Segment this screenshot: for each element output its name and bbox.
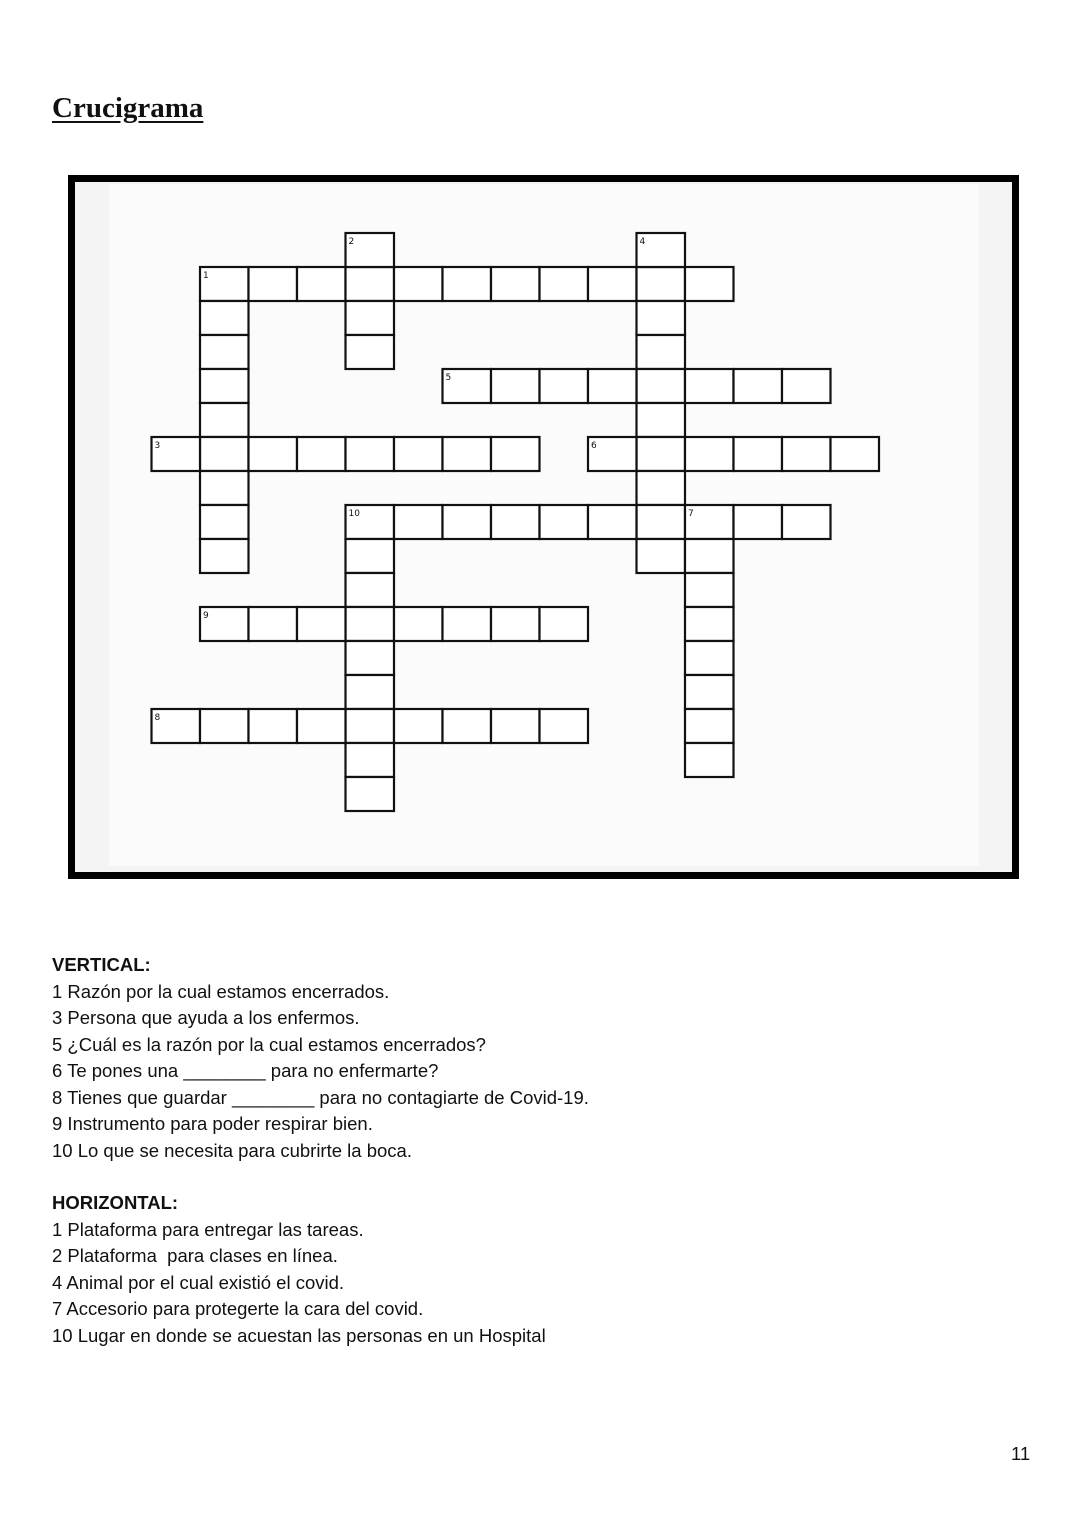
vertical-clue: 9 Instrumento para poder respirar bien. <box>52 1113 373 1134</box>
crossword-cell[interactable] <box>200 709 249 743</box>
crossword-cell[interactable] <box>588 267 637 301</box>
clue-number: 2 <box>348 237 355 247</box>
page-title: Crucigrama <box>52 92 204 124</box>
crossword-cell[interactable] <box>540 369 589 403</box>
crossword-cell[interactable] <box>346 777 395 811</box>
crossword-cell[interactable] <box>637 437 686 471</box>
crossword-cell[interactable] <box>346 641 395 675</box>
horizontal-clue: 1 Plataforma para entregar las tareas. <box>52 1218 364 1240</box>
crossword-cell[interactable] <box>491 709 540 743</box>
crossword-cell[interactable] <box>346 607 395 641</box>
crossword-cell[interactable] <box>200 403 249 437</box>
vertical-clue-list <box>52 979 952 1165</box>
crossword-cell[interactable] <box>540 709 589 743</box>
crossword-cell[interactable] <box>588 505 637 539</box>
crossword-cell[interactable] <box>346 437 395 471</box>
clue-number: 10 <box>348 509 360 519</box>
crossword-cell[interactable] <box>637 505 686 539</box>
crossword-frame <box>68 175 1019 879</box>
clue-number: 5 <box>445 373 452 383</box>
crossword-cell[interactable] <box>685 539 734 573</box>
crossword-cell[interactable] <box>394 267 443 301</box>
crossword-cell[interactable] <box>491 505 540 539</box>
crossword-cell[interactable] <box>685 641 734 675</box>
crossword-cell[interactable] <box>734 369 783 403</box>
crossword-cell[interactable] <box>588 369 637 403</box>
crossword-cell[interactable] <box>297 267 346 301</box>
crossword-cell[interactable] <box>297 709 346 743</box>
crossword-cell[interactable] <box>782 437 831 471</box>
crossword-cell[interactable] <box>394 437 443 471</box>
crossword-cell[interactable] <box>346 743 395 777</box>
crossword-cell[interactable] <box>200 437 249 471</box>
crossword-cell[interactable] <box>637 335 686 369</box>
clues-section <box>52 952 952 1349</box>
vertical-clue: 5 ¿Cuál es la razón por la cual estamos encerrados? <box>52 1033 486 1055</box>
crossword-cell[interactable] <box>685 675 734 709</box>
clue-number: 1 <box>203 271 209 281</box>
horizontal-clue-list <box>52 1217 952 1350</box>
crossword-cell[interactable] <box>346 573 395 607</box>
clue-number: 7 <box>688 509 694 519</box>
crossword-cell[interactable] <box>249 607 298 641</box>
crossword-cell[interactable] <box>637 369 686 403</box>
crossword-cell[interactable] <box>491 267 540 301</box>
horizontal-clue: 10 Lugar en donde se acuestan las personas en un Hospital <box>52 1324 546 1346</box>
crossword-grid[interactable] <box>109 184 979 866</box>
crossword-cell[interactable] <box>637 403 686 437</box>
crossword-cell[interactable] <box>685 607 734 641</box>
crossword-cell[interactable] <box>685 267 734 301</box>
crossword-cell[interactable] <box>394 709 443 743</box>
crossword-cell[interactable] <box>443 709 492 743</box>
crossword-cell[interactable] <box>443 267 492 301</box>
vertical-clue: 6 Te pones una ________ para no enfermarte? <box>52 1060 439 1081</box>
clue-number: 4 <box>639 237 646 247</box>
crossword-cell[interactable] <box>540 505 589 539</box>
crossword-cell[interactable] <box>200 471 249 505</box>
crossword-cell[interactable] <box>394 607 443 641</box>
crossword-cell[interactable] <box>637 539 686 573</box>
horizontal-clue: 4 Animal por el cual existió el covid. <box>52 1271 345 1293</box>
crossword-cell[interactable] <box>200 335 249 369</box>
crossword-cell[interactable] <box>734 505 783 539</box>
clue-number: 6 <box>591 441 597 451</box>
crossword-cell[interactable] <box>443 607 492 641</box>
crossword-cell[interactable] <box>346 709 395 743</box>
crossword-cell[interactable] <box>346 539 395 573</box>
page-number: 11 <box>1011 1443 1031 1464</box>
crossword-cell[interactable] <box>782 505 831 539</box>
horizontal-heading: HORIZONTAL: <box>52 1192 179 1213</box>
crossword-cell[interactable] <box>734 437 783 471</box>
crossword-cell[interactable] <box>200 301 249 335</box>
vertical-heading: VERTICAL: <box>52 954 151 975</box>
vertical-clue: 8 Tienes que guardar ________ para no contagiarte de Covid-19. <box>52 1086 589 1108</box>
crossword-cell[interactable] <box>685 369 734 403</box>
crossword-cell[interactable] <box>491 369 540 403</box>
clue-number: 8 <box>154 713 161 723</box>
horizontal-clue: 2 Plataforma para clases en línea. <box>52 1245 338 1266</box>
crossword-cell[interactable] <box>297 607 346 641</box>
crossword-cell[interactable] <box>346 267 395 301</box>
crossword-cell[interactable] <box>685 743 734 777</box>
crossword-cell[interactable] <box>540 267 589 301</box>
vertical-clue: 1 Razón por la cual estamos encerrados. <box>52 980 390 1002</box>
crossword-cell[interactable] <box>346 301 395 335</box>
crossword-cell[interactable] <box>637 301 686 335</box>
crossword-cell[interactable] <box>637 267 686 301</box>
crossword-cell[interactable] <box>297 437 346 471</box>
horizontal-clue: 7 Accesorio para protegerte la cara del covid. <box>52 1298 424 1319</box>
crossword-cell[interactable] <box>200 539 249 573</box>
crossword-cell[interactable] <box>249 267 298 301</box>
crossword-cell[interactable] <box>443 437 492 471</box>
crossword-area <box>109 184 979 866</box>
crossword-cell[interactable] <box>491 607 540 641</box>
crossword-cell[interactable] <box>831 437 880 471</box>
crossword-cell[interactable] <box>346 335 395 369</box>
crossword-cell[interactable] <box>637 471 686 505</box>
vertical-clue: 10 Lo que se necesita para cubrirte la boca. <box>52 1139 412 1161</box>
crossword-cell[interactable] <box>685 437 734 471</box>
crossword-cell[interactable] <box>200 369 249 403</box>
crossword-cell[interactable] <box>540 607 589 641</box>
crossword-cell[interactable] <box>685 709 734 743</box>
crossword-cell[interactable] <box>782 369 831 403</box>
crossword-cell[interactable] <box>443 505 492 539</box>
vertical-clue: 3 Persona que ayuda a los enfermos. <box>52 1007 360 1028</box>
crossword-cell[interactable] <box>200 505 249 539</box>
crossword-cell[interactable] <box>685 573 734 607</box>
clue-number: 9 <box>203 611 209 621</box>
crossword-cell[interactable] <box>491 437 540 471</box>
crossword-cell[interactable] <box>249 437 298 471</box>
clue-number: 3 <box>154 441 161 451</box>
crossword-cell[interactable] <box>394 505 443 539</box>
crossword-cell[interactable] <box>249 709 298 743</box>
crossword-cell[interactable] <box>346 675 395 709</box>
